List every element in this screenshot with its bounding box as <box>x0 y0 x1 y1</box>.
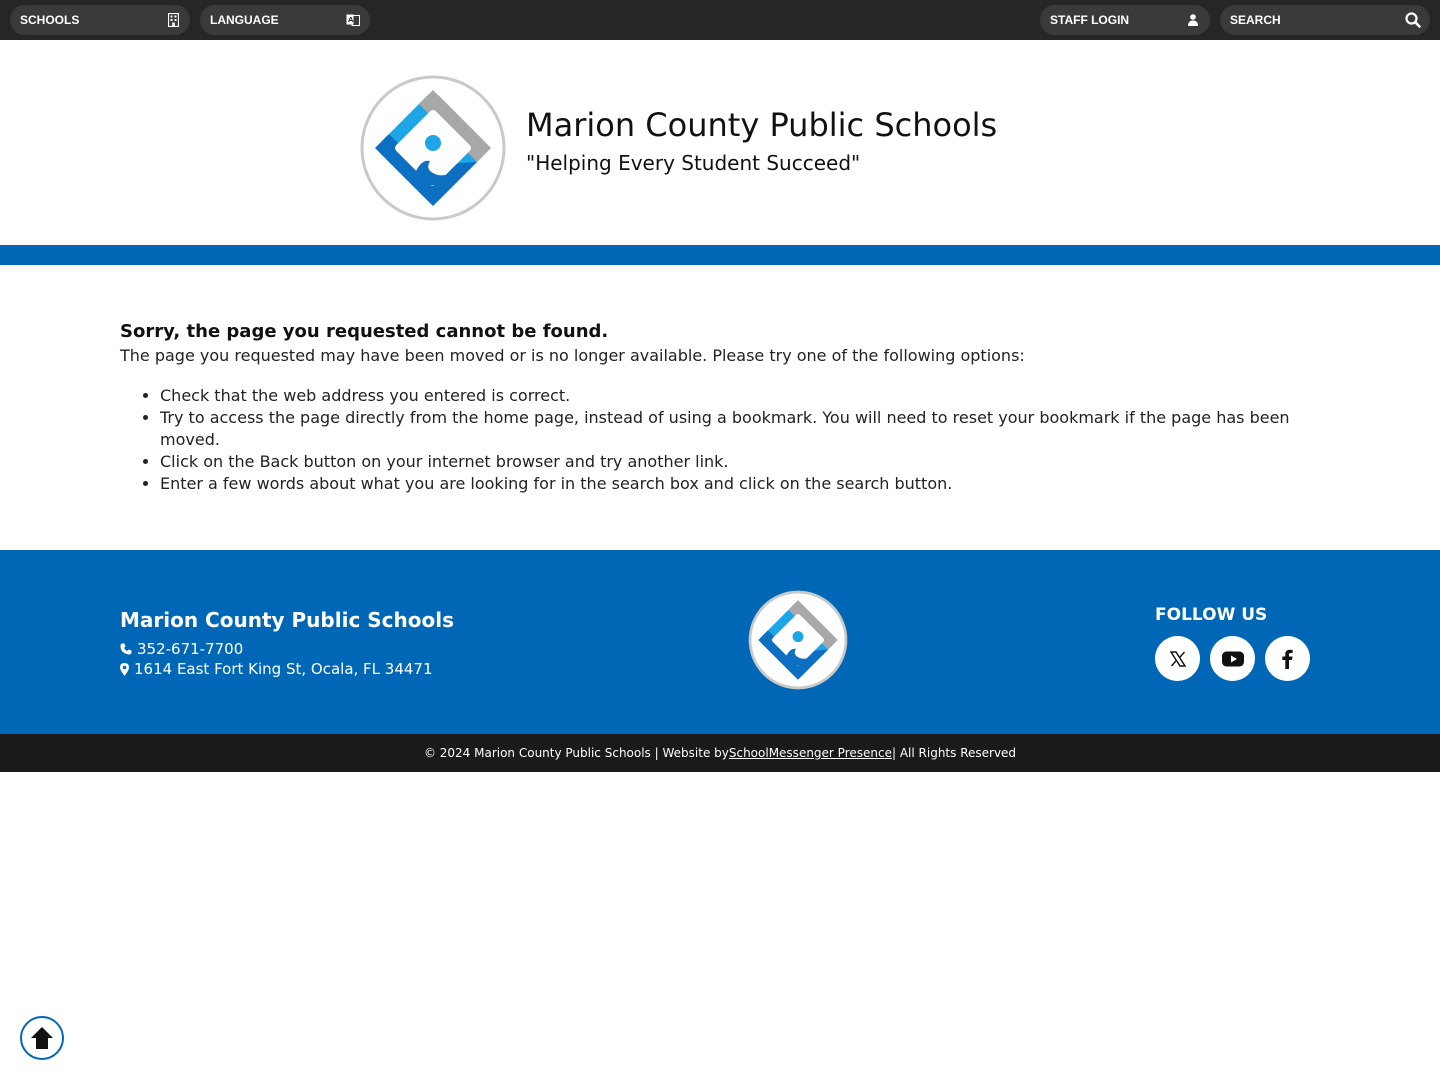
staff-login-label: STAFF LOGIN <box>1050 13 1130 27</box>
building-icon <box>166 5 180 35</box>
language-label: LANGUAGE <box>210 13 279 27</box>
main-content <box>120 320 1320 495</box>
footer-address[interactable] <box>120 660 433 678</box>
schools-menu-button[interactable] <box>10 5 190 35</box>
schools-label: SCHOOLS <box>20 13 80 27</box>
vendor-link[interactable]: SchoolMessenger Presence <box>728 746 892 760</box>
staff-login-button[interactable] <box>1040 5 1210 35</box>
arrow-up-icon <box>29 1025 55 1051</box>
language-menu-button[interactable] <box>200 5 370 35</box>
copyright-prefix: © 2024 Marion County Public Schools | Website by <box>423 746 729 760</box>
header-divider <box>0 245 1440 265</box>
footer-logo[interactable] <box>748 590 848 690</box>
address-text: 1614 East Fort King St, Ocala, FL 34471 <box>134 660 433 678</box>
utility-bar <box>0 0 1440 40</box>
district-logo[interactable] <box>360 75 506 221</box>
footer-school-name: Marion County Public Schools <box>120 608 454 632</box>
list-item: • Try to access the page directly from the home page, instead of using a bookmark. You will need to reset your bookmark if the page has been moved. <box>160 407 1320 451</box>
search-box <box>1220 5 1430 35</box>
back-to-top-button[interactable] <box>20 1016 64 1060</box>
phone-number: 352-671-7700 <box>137 640 244 658</box>
youtube-icon <box>1222 651 1244 667</box>
error-title: Sorry, the page you requested cannot be found. <box>120 321 609 342</box>
list-item: • Click on the Back button on your internet browser and try another link. <box>160 451 1320 473</box>
svg-text:A: A <box>348 16 354 24</box>
youtube-link[interactable] <box>1210 636 1255 681</box>
x-twitter-link[interactable] <box>1155 636 1200 681</box>
facebook-icon <box>1282 649 1293 669</box>
site-tagline: "Helping Every Student Succeed" <box>526 151 861 175</box>
user-icon <box>1186 5 1200 35</box>
follow-us-label: FOLLOW US <box>1155 605 1268 625</box>
x-twitter-icon <box>1170 651 1186 667</box>
site-title[interactable]: Marion County Public Schools <box>526 106 998 144</box>
options-list <box>120 385 1320 495</box>
site-footer <box>0 550 1440 734</box>
map-marker-icon <box>120 663 129 676</box>
translate-icon <box>346 5 360 35</box>
facebook-link[interactable] <box>1265 636 1310 681</box>
search-icon[interactable] <box>1404 11 1422 29</box>
footer-phone[interactable] <box>120 640 243 658</box>
phone-icon <box>120 643 132 655</box>
copyright-bar <box>0 734 1440 772</box>
list-item: • Enter a few words about what you are looking for in the search box and click on the search button. <box>160 473 1320 495</box>
site-header <box>0 40 1440 245</box>
list-item: • Check that the web address you entered is correct. <box>160 385 1320 407</box>
copyright-suffix: | All Rights Reserved <box>891 746 1017 760</box>
search-input[interactable] <box>1230 5 1400 35</box>
error-description: The page you requested may have been moved or is no longer available. Please try one of the following options: <box>120 346 1025 365</box>
